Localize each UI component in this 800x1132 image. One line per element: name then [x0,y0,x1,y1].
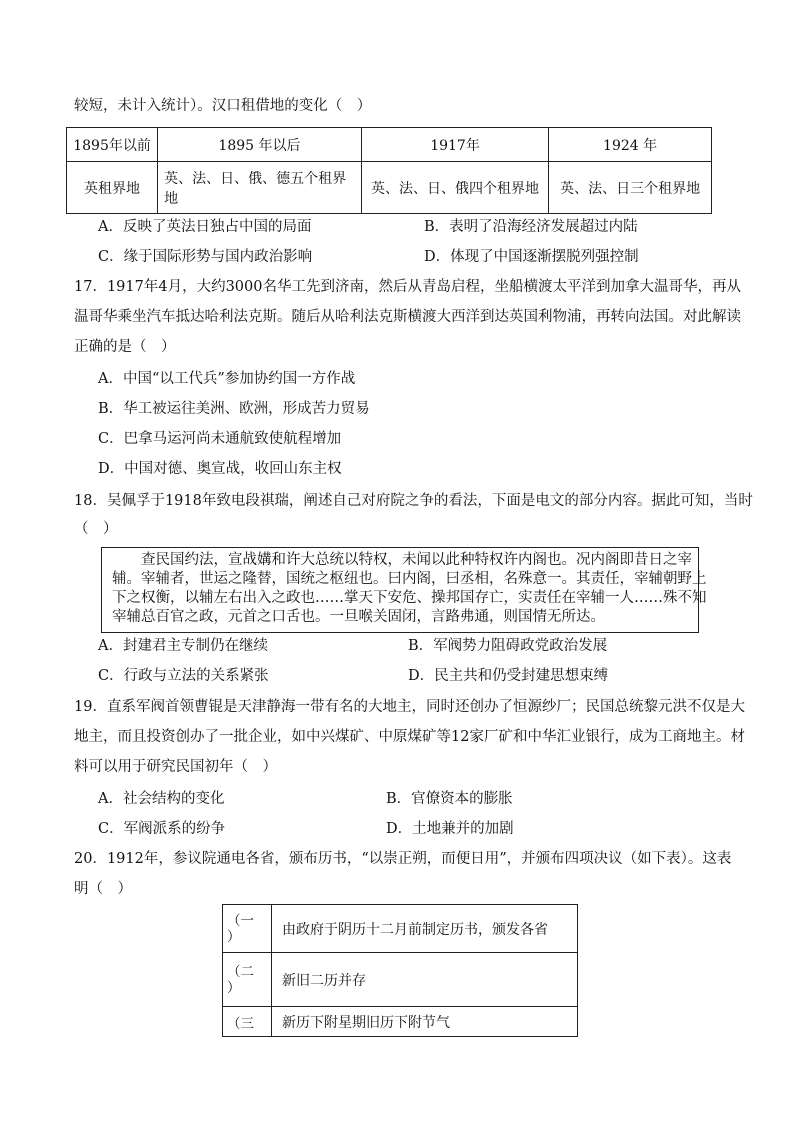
q19-stem-line: 19．直系军阀首领曹锟是天津静海一带有名的大地主，同时还创办了恒源纱厂；民国总统黎元洪不仅是大 [74,699,745,715]
q16-header-cell: 1917年 [361,128,548,162]
q18-quote-line: 辅。宰辅者，世运之隆替，国统之枢纽也。曰内阁，曰丞相，名殊意一。其责任，宰辅朝野上 [112,571,707,587]
q19-option-b: B．官僚资本的膨胀 [386,791,513,807]
q18-quote-line: 宰辅总百官之政，元首之口舌也。一旦喉关固闭，言路弗通，则国情无所达。 [112,609,605,625]
q17-stem-line: 17．1917年4月，大约3000名华工先到济南，然后从青岛启程，坐船横渡太平洋到加拿大温哥华，再从 [74,279,741,295]
q17-stem-line: 温哥华乘坐汽车抵达哈利法克斯。随后从哈利法克斯横渡大西洋到达英国利物浦，再转向法国。对此解读 [74,309,741,325]
q16-option-d: D．体现了中国逐渐摆脱列强控制 [424,249,639,265]
q19-option-a: A．社会结构的变化 [98,791,225,807]
q16-cell: 英、法、日三个租界地 [549,162,712,214]
q18-stem-line: 18．吴佩孚于1918年致电段祺瑞，阐述自己对府院之争的看法，下面是电文的部分内容。据此可知，当时 [74,493,753,509]
q20-table [222,904,578,1037]
q16-cell: 英、法、日、俄、德五个租界地 [158,162,362,214]
q20-row-text: 新旧二历并存 [272,953,578,1007]
q20-row-text: 新历下附星期旧历下附节气 [272,1007,578,1037]
q18-quote-box [101,547,707,633]
q18-option-c: C．行政与立法的关系紧张 [98,668,269,684]
q18-option-b: B．军阀势力阻碍政党政治发展 [408,638,608,654]
q16-option-c: C．缘于国际形势与国内政治影响 [98,249,313,265]
q16-cell: 英租界地 [67,162,158,214]
q17-option-d: D．中国对德、奥宣战，收回山东主权 [98,461,342,477]
q18-quote-line: 下之权衡，以辅左右出入之政也……掌天下安危、操邦国存亡，实责任在宰辅一人……殊不知 [112,590,707,606]
q19-stem-line: 料可以用于研究民国初年（ ） [74,759,277,775]
q16-cell: 英、法、日、俄四个租界地 [361,162,548,214]
q18-option-d: D．民主共和仍受封建思想束缚 [408,668,609,684]
q20-row-number: （一 ） [223,905,272,953]
q19-option-c: C．军阀派系的纷争 [98,821,226,837]
q17-option-c: C．巴拿马运河尚未通航致使航程增加 [98,431,342,447]
q18-option-a: A．封建君主专制仍在继续 [98,638,268,654]
q16-table [66,127,712,214]
q20-stem-line: 明（ ） [74,881,132,897]
q20-row-number: （二 ） [223,953,272,1007]
q16-header-cell: 1924 年 [549,128,712,162]
q16-header-cell: 1895年以前 [67,128,158,162]
q16-stem-tail: 较短，未计入统计）。汉口租借地的变化（ ） [74,98,372,114]
q18-quote-line: 查民国约法，宣战媾和许大总统以特权，未闻以此种特权许内阁也。况内阁即昔日之宰 [141,552,692,568]
q20-stem-line: 20．1912年，参议院通电各省，颁布历书，“以崇正朔，而便日用”，并颁布四项决议（如下表）。这表 [74,851,732,867]
q20-row-number: （三 [223,1007,272,1037]
q16-header-cell: 1895 年以后 [158,128,362,162]
q19-option-d: D．土地兼并的加剧 [386,821,514,837]
q16-option-b: B．表明了沿海经济发展超过内陆 [424,219,638,235]
q17-option-b: B．华工被运往美洲、欧洲，形成苦力贸易 [98,401,370,417]
q16-option-a: A．反映了英法日独占中国的局面 [98,219,312,235]
q18-stem-line: （ ） [74,521,118,537]
q19-stem-line: 地主，而且投资创办了一批企业，如中兴煤矿、中原煤矿等12家厂矿和中华汇业银行，成为工商地主。材 [74,729,745,745]
q17-stem-line: 正确的是（ ） [74,339,176,355]
q17-option-a: A．中国“以工代兵”参加协约国一方作战 [98,371,356,387]
q20-row-text: 由政府于阴历十二月前制定历书，颁发各省 [272,905,578,953]
